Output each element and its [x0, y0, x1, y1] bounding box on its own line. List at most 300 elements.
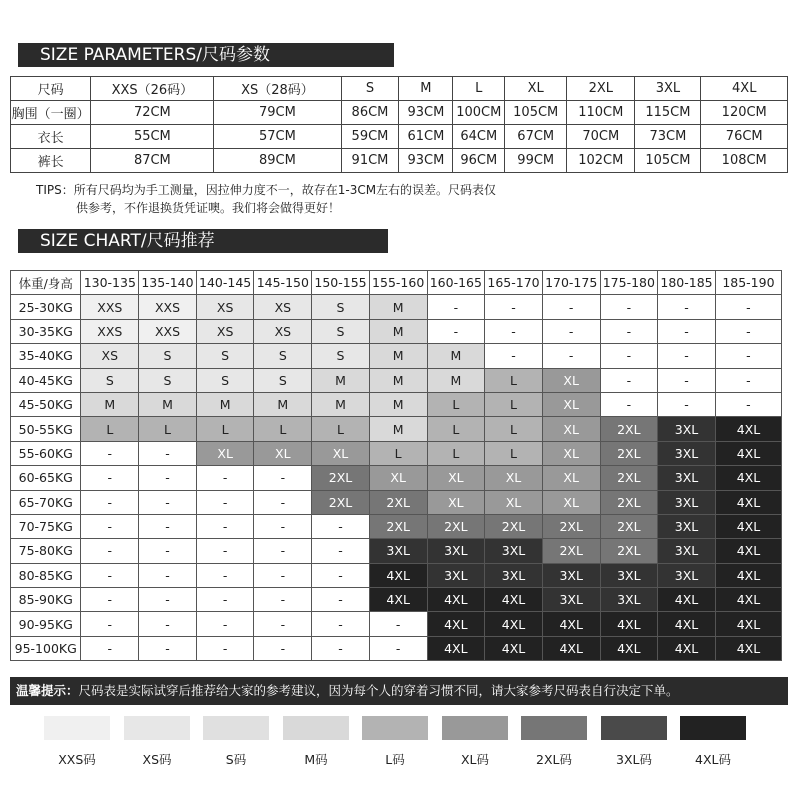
size-cell: -: [600, 392, 658, 416]
size-cell: L: [254, 417, 312, 441]
chart-row: [11, 588, 782, 612]
size-cell: M: [139, 392, 197, 416]
size-cell: 4XL: [715, 417, 781, 441]
tips-line-1: TIPS：所有尺码均为手工测量，因拉伸力度不一，故存在1-3CM左右的误差。尺码表仅: [36, 183, 497, 197]
param-row-label: 尺码: [11, 77, 91, 101]
size-cell: -: [254, 539, 312, 563]
size-cell: M: [196, 392, 254, 416]
size-cell: M: [369, 417, 427, 441]
param-cell: XXS（26码）: [91, 77, 214, 101]
height-header: 145-150: [254, 271, 312, 295]
size-cell: 3XL: [600, 563, 658, 587]
size-cell: -: [542, 344, 600, 368]
size-cell: XL: [542, 466, 600, 490]
size-cell: 3XL: [658, 417, 716, 441]
size-cell: XS: [196, 295, 254, 319]
legend-swatch: [203, 716, 269, 740]
height-header: 140-145: [196, 271, 254, 295]
size-cell: 2XL: [600, 539, 658, 563]
size-cell: 3XL: [658, 563, 716, 587]
size-cell: L: [485, 417, 543, 441]
height-header: 155-160: [369, 271, 427, 295]
size-cell: M: [427, 368, 485, 392]
size-cell: 4XL: [369, 588, 427, 612]
size-cell: M: [312, 392, 370, 416]
size-cell: M: [81, 392, 139, 416]
legend-label: XL码: [460, 752, 490, 767]
height-header: 170-175: [542, 271, 600, 295]
size-cell: -: [81, 539, 139, 563]
size-cell: 3XL: [427, 563, 485, 587]
height-header: 150-155: [312, 271, 370, 295]
size-cell: -: [254, 612, 312, 636]
chart-title: SIZE CHART/尺码推荐: [18, 229, 384, 253]
legend-item: [283, 716, 349, 768]
tips-line-2: 供参考，不作退换货凭证噢。我们将会做得更好！: [76, 201, 341, 215]
param-header-row: [11, 77, 788, 101]
size-cell: 2XL: [312, 490, 370, 514]
size-cell: -: [139, 588, 197, 612]
chart-row: [11, 417, 782, 441]
param-row: [11, 125, 788, 149]
param-cell: 96CM: [453, 149, 505, 173]
size-cell: -: [81, 441, 139, 465]
param-cell: 67CM: [505, 125, 567, 149]
size-cell: XXS: [139, 319, 197, 343]
size-cell: -: [715, 344, 781, 368]
height-header: 135-140: [139, 271, 197, 295]
legend-item: [680, 716, 746, 768]
size-cell: -: [600, 368, 658, 392]
size-cell: S: [139, 344, 197, 368]
weight-label: 40-45KG: [11, 368, 81, 392]
size-cell: 4XL: [715, 636, 781, 660]
size-cell: L: [485, 368, 543, 392]
param-cell: 100CM: [453, 101, 505, 125]
chart-row: [11, 344, 782, 368]
size-cell: 2XL: [369, 514, 427, 538]
legend-item: [521, 716, 587, 768]
size-cell: S: [196, 344, 254, 368]
size-cell: -: [81, 588, 139, 612]
size-cell: -: [139, 539, 197, 563]
size-cell: XS: [254, 319, 312, 343]
params-title: SIZE PARAMETERS/尺码参数: [18, 43, 390, 67]
legend-item: [124, 716, 190, 768]
size-cell: 3XL: [658, 490, 716, 514]
legend-label: L码: [385, 752, 405, 767]
size-cell: -: [81, 466, 139, 490]
size-cell: XL: [542, 417, 600, 441]
legend-swatch: [442, 716, 508, 740]
legend-swatch: [283, 716, 349, 740]
size-cell: -: [312, 514, 370, 538]
height-header: 165-170: [485, 271, 543, 295]
param-cell: 4XL: [701, 77, 788, 101]
size-cell: 2XL: [542, 539, 600, 563]
size-cell: -: [81, 636, 139, 660]
size-cell: 4XL: [427, 636, 485, 660]
size-cell: 4XL: [542, 636, 600, 660]
size-cell: -: [600, 319, 658, 343]
chart-row: [11, 295, 782, 319]
weight-label: 90-95KG: [11, 612, 81, 636]
weight-label: 70-75KG: [11, 514, 81, 538]
size-cell: 2XL: [600, 466, 658, 490]
size-cell: 2XL: [542, 514, 600, 538]
param-cell: XL: [505, 77, 567, 101]
notice-label: 温馨提示：: [16, 683, 79, 698]
param-row: [11, 101, 788, 125]
weight-label: 85-90KG: [11, 588, 81, 612]
size-cell: -: [196, 636, 254, 660]
size-cell: S: [312, 319, 370, 343]
legend-item: [203, 716, 269, 768]
size-cell: -: [427, 319, 485, 343]
chart-corner-header: 体重/身高: [11, 271, 81, 295]
chart-row: [11, 319, 782, 343]
weight-label: 45-50KG: [11, 392, 81, 416]
legend-swatch: [44, 716, 110, 740]
size-cell: -: [196, 612, 254, 636]
size-cell: -: [542, 295, 600, 319]
legend-item: [601, 716, 667, 768]
param-cell: 105CM: [505, 101, 567, 125]
size-cell: L: [485, 392, 543, 416]
size-cell: -: [139, 441, 197, 465]
legend-item: [442, 716, 508, 768]
size-cell: XL: [196, 441, 254, 465]
size-cell: 2XL: [427, 514, 485, 538]
size-cell: 3XL: [485, 563, 543, 587]
param-cell: 76CM: [701, 125, 788, 149]
size-cell: -: [485, 344, 543, 368]
size-cell: -: [369, 636, 427, 660]
size-cell: M: [254, 392, 312, 416]
param-cell: 59CM: [341, 125, 399, 149]
size-cell: XL: [427, 466, 485, 490]
size-cell: -: [715, 392, 781, 416]
size-cell: -: [254, 466, 312, 490]
size-cell: XL: [312, 441, 370, 465]
size-cell: 4XL: [715, 539, 781, 563]
size-cell: XL: [542, 392, 600, 416]
chart-row: [11, 612, 782, 636]
size-cell: L: [369, 441, 427, 465]
size-cell: S: [81, 368, 139, 392]
size-cell: -: [254, 636, 312, 660]
size-cell: L: [139, 417, 197, 441]
param-cell: 79CM: [214, 101, 341, 125]
size-cell: 4XL: [542, 612, 600, 636]
size-cell: -: [658, 295, 716, 319]
tips: [36, 181, 596, 217]
param-cell: S: [341, 77, 399, 101]
param-cell: 73CM: [635, 125, 701, 149]
size-cell: M: [312, 368, 370, 392]
legend-swatch: [521, 716, 587, 740]
weight-label: 30-35KG: [11, 319, 81, 343]
chart-row: [11, 490, 782, 514]
weight-label: 35-40KG: [11, 344, 81, 368]
weight-label: 55-60KG: [11, 441, 81, 465]
param-cell: 64CM: [453, 125, 505, 149]
param-cell: 86CM: [341, 101, 399, 125]
size-cell: 3XL: [542, 563, 600, 587]
chart-row: [11, 466, 782, 490]
size-cell: 3XL: [369, 539, 427, 563]
size-cell: 4XL: [715, 588, 781, 612]
height-header: 185-190: [715, 271, 781, 295]
param-cell: 93CM: [399, 149, 453, 173]
size-cell: L: [196, 417, 254, 441]
chart-row: [11, 563, 782, 587]
size-cell: XL: [542, 441, 600, 465]
size-cell: -: [196, 466, 254, 490]
size-cell: XS: [81, 344, 139, 368]
size-cell: -: [312, 563, 370, 587]
chart-row: [11, 392, 782, 416]
size-cell: S: [254, 344, 312, 368]
size-cell: -: [312, 612, 370, 636]
size-cell: 4XL: [658, 636, 716, 660]
size-cell: -: [196, 514, 254, 538]
param-row-label: 胸围（一圈）: [11, 101, 91, 125]
size-cell: M: [369, 319, 427, 343]
legend-swatch: [362, 716, 428, 740]
size-cell: -: [715, 295, 781, 319]
weight-label: 75-80KG: [11, 539, 81, 563]
notice-text: 尺码表是实际试穿后推荐给大家的参考建议，因为每个人的穿着习惯不同，请大家参考尺码表自行决定下单。: [78, 683, 679, 698]
legend-label: 4XL码: [695, 752, 731, 767]
size-parameters-table: [10, 76, 788, 173]
size-cell: -: [254, 563, 312, 587]
weight-label: 65-70KG: [11, 490, 81, 514]
size-cell: L: [427, 392, 485, 416]
size-cell: -: [715, 319, 781, 343]
size-cell: 4XL: [600, 636, 658, 660]
legend-swatch: [601, 716, 667, 740]
size-cell: 2XL: [600, 514, 658, 538]
chart-row: [11, 539, 782, 563]
size-cell: 2XL: [600, 490, 658, 514]
size-cell: 2XL: [369, 490, 427, 514]
param-cell: 72CM: [91, 101, 214, 125]
size-cell: -: [196, 539, 254, 563]
size-cell: -: [196, 490, 254, 514]
size-cell: M: [369, 295, 427, 319]
param-cell: 87CM: [91, 149, 214, 173]
param-cell: 105CM: [635, 149, 701, 173]
size-cell: 3XL: [658, 441, 716, 465]
size-cell: -: [715, 368, 781, 392]
size-cell: -: [81, 612, 139, 636]
param-cell: 102CM: [567, 149, 635, 173]
size-cell: -: [139, 636, 197, 660]
height-header: 160-165: [427, 271, 485, 295]
param-row: [11, 149, 788, 173]
size-cell: 4XL: [600, 612, 658, 636]
param-cell: 70CM: [567, 125, 635, 149]
size-cell: 4XL: [715, 490, 781, 514]
size-cell: -: [600, 295, 658, 319]
size-cell: 3XL: [600, 588, 658, 612]
size-cell: -: [139, 563, 197, 587]
size-cell: -: [658, 319, 716, 343]
size-cell: 3XL: [542, 588, 600, 612]
size-cell: M: [427, 344, 485, 368]
param-cell: 55CM: [91, 125, 214, 149]
weight-label: 80-85KG: [11, 563, 81, 587]
chart-row: [11, 514, 782, 538]
legend-label: S码: [225, 752, 247, 767]
size-cell: -: [254, 514, 312, 538]
size-cell: -: [427, 295, 485, 319]
chart-header-row: [11, 271, 782, 295]
legend-label: XXS码: [58, 752, 96, 767]
size-cell: 2XL: [485, 514, 543, 538]
size-cell: 2XL: [600, 417, 658, 441]
size-cell: 4XL: [715, 466, 781, 490]
param-cell: M: [399, 77, 453, 101]
size-cell: XXS: [139, 295, 197, 319]
size-cell: -: [139, 612, 197, 636]
size-cell: -: [312, 539, 370, 563]
size-cell: -: [312, 588, 370, 612]
param-cell: 2XL: [567, 77, 635, 101]
size-cell: XL: [542, 490, 600, 514]
param-cell: 115CM: [635, 101, 701, 125]
size-cell: XS: [254, 295, 312, 319]
size-cell: XS: [196, 319, 254, 343]
size-cell: L: [427, 441, 485, 465]
param-cell: 57CM: [214, 125, 341, 149]
size-cell: M: [369, 344, 427, 368]
size-cell: -: [139, 466, 197, 490]
size-cell: XXS: [81, 295, 139, 319]
param-row-label: 裤长: [11, 149, 91, 173]
size-cell: L: [485, 441, 543, 465]
size-cell: 2XL: [312, 466, 370, 490]
size-cell: -: [485, 319, 543, 343]
size-cell: S: [139, 368, 197, 392]
size-cell: L: [81, 417, 139, 441]
size-cell: -: [139, 490, 197, 514]
param-cell: XS（28码）: [214, 77, 341, 101]
size-cell: -: [369, 612, 427, 636]
size-cell: M: [369, 392, 427, 416]
legend-swatch: [124, 716, 190, 740]
height-header: 175-180: [600, 271, 658, 295]
size-cell: -: [81, 514, 139, 538]
size-cell: S: [254, 368, 312, 392]
size-cell: XL: [254, 441, 312, 465]
size-cell: -: [139, 514, 197, 538]
size-cell: -: [81, 563, 139, 587]
size-cell: 4XL: [715, 514, 781, 538]
size-cell: XL: [542, 368, 600, 392]
size-cell: -: [196, 563, 254, 587]
legend-label: 2XL码: [536, 752, 572, 767]
chart-row: [11, 636, 782, 660]
weight-label: 60-65KG: [11, 466, 81, 490]
size-cell: -: [254, 588, 312, 612]
legend-item: [44, 716, 110, 768]
chart-row: [11, 441, 782, 465]
size-cell: -: [81, 490, 139, 514]
size-cell: -: [254, 490, 312, 514]
size-cell: 4XL: [369, 563, 427, 587]
size-cell: -: [196, 588, 254, 612]
size-cell: -: [312, 636, 370, 660]
size-cell: 4XL: [658, 612, 716, 636]
legend-label: M码: [304, 752, 328, 767]
size-cell: 3XL: [658, 514, 716, 538]
size-cell: 4XL: [658, 588, 716, 612]
size-cell: 3XL: [658, 539, 716, 563]
param-cell: L: [453, 77, 505, 101]
chart-row: [11, 368, 782, 392]
size-cell: S: [312, 295, 370, 319]
height-header: 180-185: [658, 271, 716, 295]
param-cell: 110CM: [567, 101, 635, 125]
size-cell: -: [658, 344, 716, 368]
param-cell: 99CM: [505, 149, 567, 173]
size-cell: 3XL: [658, 466, 716, 490]
notice-bar: [10, 677, 788, 705]
param-cell: 120CM: [701, 101, 788, 125]
size-chart-table: [10, 270, 782, 661]
size-cell: XL: [485, 490, 543, 514]
size-cell: S: [312, 344, 370, 368]
size-cell: 4XL: [715, 563, 781, 587]
height-header: 130-135: [81, 271, 139, 295]
size-cell: -: [485, 295, 543, 319]
weight-label: 25-30KG: [11, 295, 81, 319]
size-cell: L: [312, 417, 370, 441]
size-cell: 3XL: [485, 539, 543, 563]
param-row-label: 衣长: [11, 125, 91, 149]
size-cell: 4XL: [427, 588, 485, 612]
size-cell: 3XL: [427, 539, 485, 563]
legend-label: XS码: [142, 752, 172, 767]
size-cell: XL: [427, 490, 485, 514]
size-cell: 4XL: [485, 588, 543, 612]
weight-label: 95-100KG: [11, 636, 81, 660]
param-cell: 61CM: [399, 125, 453, 149]
size-cell: -: [658, 368, 716, 392]
size-cell: 2XL: [600, 441, 658, 465]
size-cell: XL: [369, 466, 427, 490]
size-cell: 4XL: [485, 612, 543, 636]
size-cell: XXS: [81, 319, 139, 343]
size-cell: 4XL: [485, 636, 543, 660]
weight-label: 50-55KG: [11, 417, 81, 441]
size-cell: -: [542, 319, 600, 343]
size-cell: 4XL: [715, 612, 781, 636]
size-cell: XL: [485, 466, 543, 490]
size-cell: -: [600, 344, 658, 368]
size-cell: -: [658, 392, 716, 416]
param-cell: 89CM: [214, 149, 341, 173]
size-cell: M: [369, 368, 427, 392]
legend-item: [362, 716, 428, 768]
param-cell: 93CM: [399, 101, 453, 125]
param-cell: 3XL: [635, 77, 701, 101]
size-cell: 4XL: [715, 441, 781, 465]
param-cell: 91CM: [341, 149, 399, 173]
legend-swatch: [680, 716, 746, 740]
